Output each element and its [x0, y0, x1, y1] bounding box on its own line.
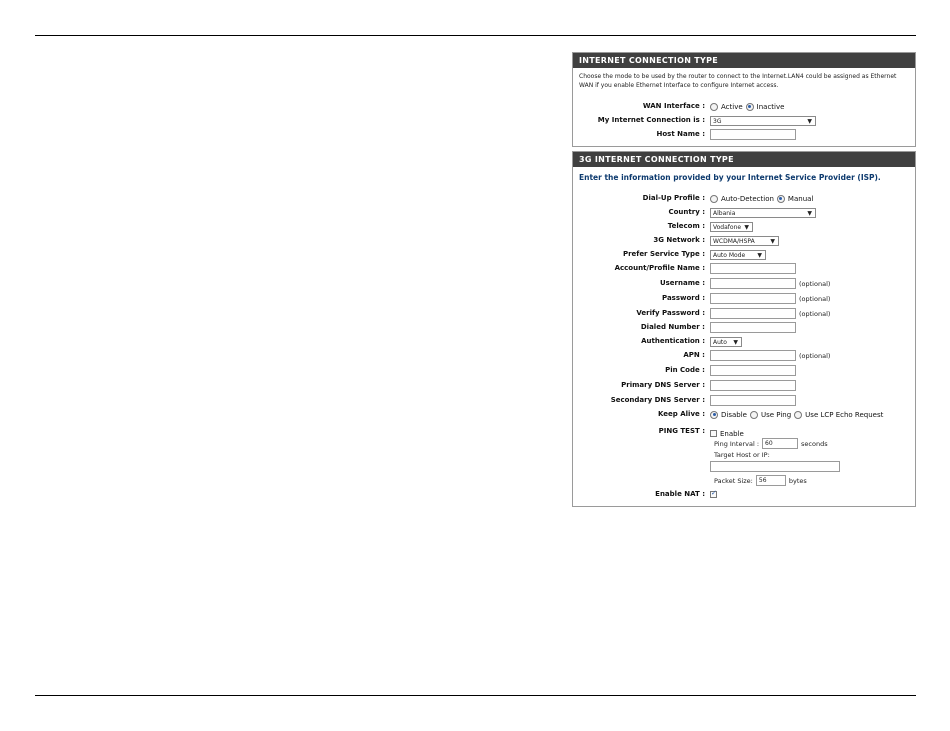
- account-input[interactable]: [710, 263, 796, 274]
- host-name-row: [573, 128, 915, 141]
- dialup-row: [573, 192, 915, 205]
- chevron-down-icon: ▼: [770, 237, 775, 245]
- connection-label: My Internet Connection is :: [597, 116, 705, 124]
- dialup-auto-label: Auto-Detection: [721, 194, 774, 203]
- username-input[interactable]: [710, 278, 796, 289]
- telecom-row: [573, 220, 915, 233]
- primary-dns-row: [573, 379, 915, 392]
- packet-size-label: Packet Size:: [714, 476, 753, 485]
- secondary-dns-label: Secondary DNS Server :: [610, 396, 705, 404]
- verify-password-label: Verify Password :: [636, 309, 705, 317]
- bottom-divider: [35, 695, 916, 696]
- dialed-number-input[interactable]: [710, 322, 796, 333]
- panel-title: INTERNET CONNECTION TYPE: [573, 53, 915, 68]
- authentication-label: Authentication :: [641, 337, 705, 345]
- password-label: Password :: [662, 294, 705, 302]
- packet-size-unit: bytes: [788, 476, 807, 485]
- dialed-number-label: Dialed Number :: [640, 323, 705, 331]
- keep-alive-row: [573, 408, 915, 421]
- target-host-label: Target Host or IP:: [714, 451, 770, 459]
- primary-dns-label: Primary DNS Server :: [621, 381, 705, 389]
- optional-note: (optional): [799, 309, 831, 318]
- apn-label: APN :: [683, 351, 705, 359]
- panel-title: 3G INTERNET CONNECTION TYPE: [573, 152, 915, 167]
- country-label: Country :: [668, 208, 705, 216]
- optional-note: (optional): [799, 279, 831, 288]
- telecom-label: Telecom :: [667, 222, 705, 230]
- account-label: Account/Profile Name :: [614, 264, 705, 272]
- secondary-dns-input[interactable]: [710, 395, 796, 406]
- panel-description: Enter the information provided by your Internet Service Provider (ISP).: [579, 173, 881, 182]
- ping-test-label: PING TEST :: [658, 427, 705, 435]
- service-select-value: Auto Mode: [713, 251, 746, 259]
- packet-size-input[interactable]: 56: [756, 475, 786, 486]
- account-row: [573, 262, 915, 275]
- password-input[interactable]: [710, 293, 796, 304]
- service-label: Prefer Service Type :: [622, 250, 705, 258]
- authentication-select[interactable]: [710, 337, 742, 347]
- enable-nat-checkbox[interactable]: [710, 491, 717, 498]
- dialup-manual-radio[interactable]: [777, 195, 785, 203]
- connection-select[interactable]: [710, 116, 816, 126]
- dialed-number-row: [573, 321, 915, 334]
- enable-nat-row: [573, 488, 915, 501]
- dialup-label: Dial-Up Profile :: [642, 194, 705, 202]
- packet-size-group: [714, 475, 807, 486]
- wan-inactive-label: Inactive: [756, 102, 785, 111]
- wan-interface-row: [573, 100, 915, 113]
- network-label: 3G Network :: [653, 236, 705, 244]
- ping-interval-unit: seconds: [801, 439, 828, 448]
- connection-select-value: 3G: [713, 117, 722, 125]
- primary-dns-input[interactable]: [710, 380, 796, 391]
- target-host-input[interactable]: [710, 461, 840, 472]
- username-label: Username :: [659, 279, 705, 287]
- network-row: [573, 234, 915, 247]
- host-name-label: Host Name :: [656, 130, 705, 138]
- 3g-connection-type-panel: [572, 151, 916, 507]
- host-name-input[interactable]: [710, 129, 796, 140]
- pin-code-label: Pin Code :: [665, 366, 705, 374]
- keepalive-disable-label: Disable: [721, 410, 747, 419]
- keep-alive-label: Keep Alive :: [657, 410, 705, 418]
- chevron-down-icon: ▼: [733, 338, 738, 346]
- internet-connection-type-panel: [572, 52, 916, 147]
- chevron-down-icon: ▼: [807, 209, 812, 217]
- verify-password-input[interactable]: [710, 308, 796, 319]
- apn-row: [573, 349, 915, 362]
- apn-input[interactable]: [710, 350, 796, 361]
- country-select[interactable]: [710, 208, 816, 218]
- network-select[interactable]: [710, 236, 779, 246]
- chevron-down-icon: ▼: [807, 117, 812, 125]
- dialup-auto-radio[interactable]: [710, 195, 718, 203]
- service-row: [573, 248, 915, 261]
- chevron-down-icon: ▼: [757, 251, 762, 259]
- chevron-down-icon: ▼: [744, 223, 749, 231]
- keepalive-ping-label: Use Ping: [760, 410, 792, 419]
- enable-nat-label: Enable NAT :: [655, 490, 705, 498]
- authentication-select-value: Auto: [713, 338, 727, 346]
- country-select-value: Albania: [713, 209, 736, 217]
- ping-enable-label: Enable: [720, 429, 744, 438]
- top-divider: [35, 35, 916, 36]
- keepalive-lcp-radio[interactable]: [794, 411, 802, 419]
- ping-test-row: [573, 425, 915, 438]
- wan-inactive-radio[interactable]: [746, 103, 754, 111]
- country-row: [573, 206, 915, 219]
- ping-enable-checkbox[interactable]: [710, 430, 717, 437]
- network-select-value: WCDMA/HSPA: [713, 237, 755, 245]
- verify-password-row: [573, 307, 915, 320]
- wan-interface-label: WAN Interface :: [642, 102, 705, 110]
- username-row: [573, 277, 915, 290]
- telecom-select-value: Vodafone: [713, 223, 742, 231]
- telecom-select[interactable]: [710, 222, 753, 232]
- wan-active-radio[interactable]: [710, 103, 718, 111]
- password-row: [573, 292, 915, 305]
- optional-note: (optional): [799, 294, 831, 303]
- secondary-dns-row: [573, 394, 915, 407]
- ping-interval-label: Ping Interval :: [714, 439, 760, 448]
- keepalive-disable-radio[interactable]: [710, 411, 718, 419]
- service-select[interactable]: [710, 250, 766, 260]
- keepalive-ping-radio[interactable]: [750, 411, 758, 419]
- wan-active-label: Active: [721, 102, 743, 111]
- authentication-row: [573, 335, 915, 348]
- keepalive-lcp-label: Use LCP Echo Request: [805, 410, 884, 419]
- ping-interval-input[interactable]: 60: [762, 438, 798, 449]
- panel-description: Choose the mode to be used by the router to connect to the Internet.LAN4 could be assigned as Ethernet WAN if you enable Ethernet Interface to configure Internet access.: [579, 73, 897, 89]
- pin-code-input[interactable]: [710, 365, 796, 376]
- ping-interval-group: [714, 438, 828, 449]
- pin-code-row: [573, 364, 915, 377]
- optional-note: (optional): [799, 351, 831, 360]
- connection-row: [573, 114, 915, 127]
- dialup-manual-label: Manual: [787, 194, 814, 203]
